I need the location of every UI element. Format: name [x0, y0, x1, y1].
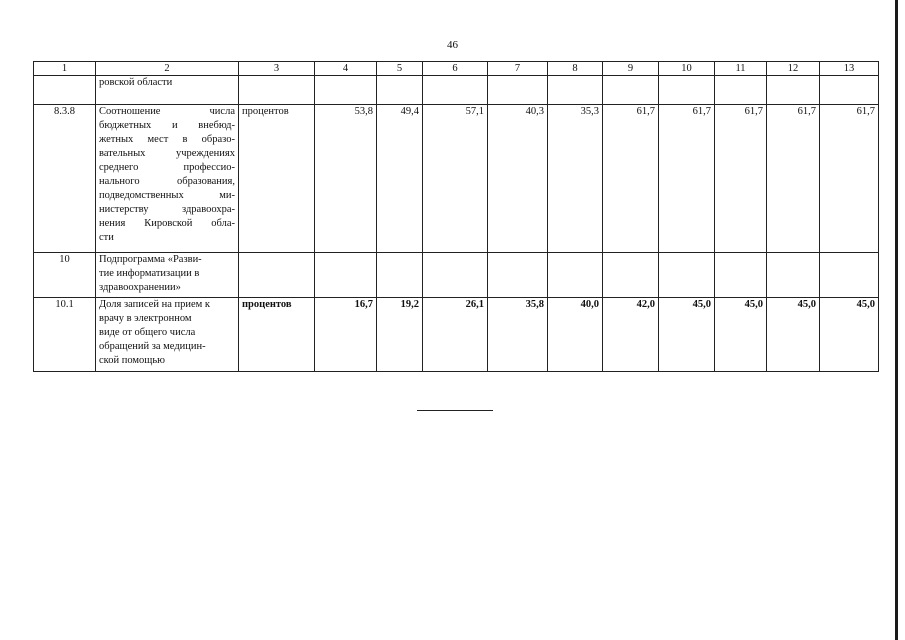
row-value: 35,3	[548, 105, 603, 253]
column-header: 11	[715, 62, 767, 76]
row-value: 40,3	[488, 105, 548, 253]
table-row	[34, 76, 879, 105]
row-value	[820, 76, 879, 105]
column-header: 3	[239, 62, 315, 76]
row-unit	[239, 76, 315, 105]
column-header: 5	[377, 62, 423, 76]
row-code: 8.3.8	[34, 105, 96, 253]
column-header: 7	[488, 62, 548, 76]
row-value: 61,7	[603, 105, 659, 253]
row-name-line: нального образования,	[99, 176, 235, 187]
row-name	[96, 76, 239, 105]
row-value	[659, 76, 715, 105]
row-name-line: тие информатизации в	[99, 268, 200, 279]
row-code	[34, 76, 96, 105]
row-name-line: ской помощью	[99, 355, 166, 366]
column-header: 12	[767, 62, 820, 76]
table-row	[34, 105, 879, 253]
row-name-line: подведомственных ми-	[99, 190, 235, 201]
row-name-line: бюджетных и внебюд-	[99, 120, 235, 131]
row-unit: процентов	[239, 105, 315, 253]
row-value	[767, 76, 820, 105]
row-name-line: здравоохранении»	[99, 282, 181, 293]
row-unit	[239, 253, 315, 298]
row-value: 42,0	[603, 298, 659, 372]
row-code: 10.1	[34, 298, 96, 372]
row-value	[820, 253, 879, 298]
row-value: 49,4	[377, 105, 423, 253]
table-row	[34, 253, 879, 298]
row-value	[548, 76, 603, 105]
row-value: 26,1	[423, 298, 488, 372]
row-value: 40,0	[548, 298, 603, 372]
row-value	[715, 76, 767, 105]
page-number: 46	[447, 39, 458, 51]
column-header: 10	[659, 62, 715, 76]
column-header: 8	[548, 62, 603, 76]
scan-edge-border	[895, 0, 898, 640]
row-value	[377, 253, 423, 298]
row-value: 45,0	[659, 298, 715, 372]
row-value	[377, 76, 423, 105]
row-name-line: виде от общего числа	[99, 327, 196, 338]
column-header: 9	[603, 62, 659, 76]
row-value: 45,0	[767, 298, 820, 372]
row-value	[423, 76, 488, 105]
row-value: 45,0	[715, 298, 767, 372]
row-value: 61,7	[715, 105, 767, 253]
row-value	[315, 76, 377, 105]
column-header: 2	[96, 62, 239, 76]
row-name-line: врачу в электронном	[99, 313, 192, 324]
row-name	[96, 105, 239, 253]
row-value	[715, 253, 767, 298]
row-value	[767, 253, 820, 298]
row-name-line: Доля записей на прием к	[99, 299, 210, 310]
row-name-line: нистерству здравоохра-	[99, 204, 235, 215]
row-value	[603, 253, 659, 298]
indicator-table	[33, 61, 879, 372]
row-name-line: среднего профессио-	[99, 162, 235, 173]
row-value	[488, 253, 548, 298]
row-unit: процентов	[239, 298, 315, 372]
column-header: 1	[34, 62, 96, 76]
row-value: 61,7	[820, 105, 879, 253]
end-of-table-rule	[417, 410, 493, 411]
table-row	[34, 298, 879, 372]
row-name-line: обращений за медицин-	[99, 341, 206, 352]
row-value	[315, 253, 377, 298]
row-name-line: сти	[99, 232, 114, 243]
row-value	[659, 253, 715, 298]
row-value: 45,0	[820, 298, 879, 372]
row-name	[96, 298, 239, 372]
column-header: 13	[820, 62, 879, 76]
row-name	[96, 253, 239, 298]
row-value	[488, 76, 548, 105]
row-value: 16,7	[315, 298, 377, 372]
row-value: 53,8	[315, 105, 377, 253]
column-header: 6	[423, 62, 488, 76]
row-value	[603, 76, 659, 105]
row-value: 35,8	[488, 298, 548, 372]
row-value: 19,2	[377, 298, 423, 372]
column-header: 4	[315, 62, 377, 76]
row-name-line: вательных учреждениях	[99, 148, 235, 159]
row-value: 61,7	[767, 105, 820, 253]
row-value	[548, 253, 603, 298]
row-code: 10	[34, 253, 96, 298]
row-name-line: ровской области	[99, 77, 173, 88]
row-name-line: Подпрограмма «Разви-	[99, 254, 202, 265]
row-value: 61,7	[659, 105, 715, 253]
row-value: 57,1	[423, 105, 488, 253]
row-value	[423, 253, 488, 298]
row-name-line: нения Кировской обла-	[99, 218, 235, 229]
row-name-line: жетных мест в образо-	[99, 134, 235, 145]
header-row	[34, 62, 879, 76]
row-name-line: Соотношение числа	[99, 106, 235, 117]
